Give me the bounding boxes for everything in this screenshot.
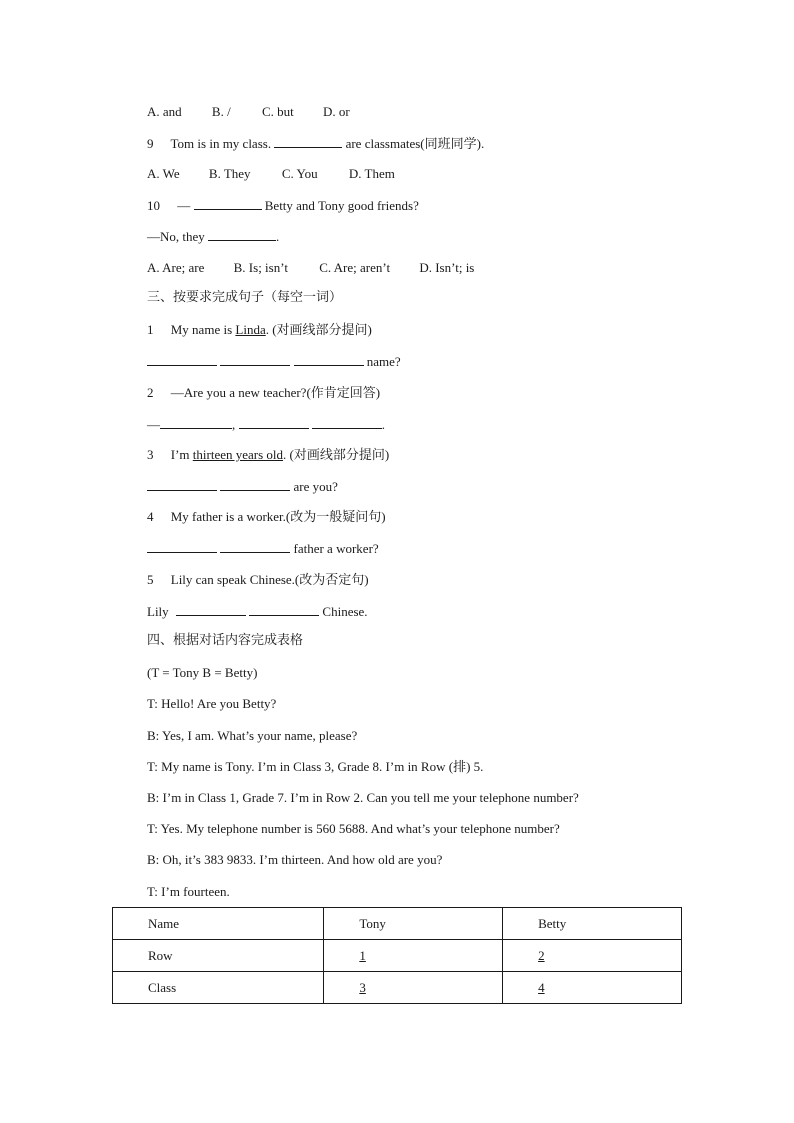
q10-reply-before: —No, they (147, 229, 205, 244)
s3-item-5-head: Lily (147, 604, 169, 619)
section4-title: 四、根据对话内容完成表格 (147, 633, 304, 648)
s3-item-4-text: My father is a worker.(改为一般疑问句) (170, 509, 386, 524)
table-cell: Name (113, 908, 324, 940)
s3-item-2-blank-1[interactable] (160, 416, 232, 429)
s3-item-2-answer (147, 416, 385, 433)
s3-item-3-after: . (对画线部分提问) (283, 447, 390, 462)
s3-item-3-answer (147, 478, 338, 495)
section4-note: (T = Tony B = Betty) (147, 665, 258, 680)
table-answer-cell[interactable] (324, 972, 503, 1004)
table-cell: Betty (503, 908, 682, 940)
table-answer-cell[interactable] (503, 972, 682, 1004)
s3-item-3-before: I’m (170, 447, 190, 462)
q10-reply-after: . (276, 229, 280, 244)
q9-option-c: C. You (281, 166, 318, 181)
s3-item-1-number: 1 (147, 322, 154, 337)
q9-question (147, 135, 484, 152)
table-row-header (113, 908, 682, 940)
q9-option-b: B. They (208, 166, 251, 181)
s3-item-1-underlined: Linda (235, 322, 266, 337)
q10-number: 10 (147, 198, 160, 213)
s3-item-5-tail: Chinese. (322, 604, 368, 619)
s3-item-4-number: 4 (147, 509, 154, 524)
dialogue-line: B: Yes, I am. What’s your name, please? (147, 728, 358, 743)
info-table (112, 907, 682, 1004)
table-row-class (113, 972, 682, 1004)
s3-item-3 (147, 447, 389, 463)
s3-item-5-text: Lily can speak Chinese.(改为否定句) (170, 572, 369, 587)
s3-item-1-tail: name? (366, 354, 401, 369)
s3-item-4-blank-2[interactable] (220, 540, 290, 553)
s3-item-2-text: —Are you a new teacher?(作肯定回答) (170, 385, 381, 400)
s3-item-5 (147, 572, 369, 588)
s3-item-5-number: 5 (147, 572, 154, 587)
dialogue-line: T: Yes. My telephone number is 560 5688. And what’s your telephone number? (147, 821, 560, 836)
s3-item-4 (147, 509, 386, 525)
s3-item-1-before: My name is (170, 322, 233, 337)
table-row-row (113, 940, 682, 972)
q9-option-d: D. Them (348, 166, 395, 181)
table-cell: Row (113, 940, 324, 972)
q10-option-c: C. Are; aren’t (319, 260, 391, 275)
s3-item-4-tail: father a worker? (293, 541, 379, 556)
s3-item-1-blank-1[interactable] (147, 353, 217, 366)
s3-item-2-dash: — (147, 417, 160, 432)
q10-question (147, 197, 419, 214)
s3-item-5-blank-2[interactable] (249, 603, 319, 616)
q9-blank[interactable] (274, 135, 342, 148)
q8-option-d: D. or (323, 104, 350, 119)
s3-item-3-tail: are you? (293, 479, 338, 494)
s3-item-1-answer (147, 353, 401, 370)
q10-blank-1[interactable] (194, 197, 262, 210)
q10-option-a: A. Are; are (147, 260, 205, 275)
q9-text-before: Tom is in my class. (170, 136, 272, 151)
q8-options (147, 104, 350, 120)
dialogue-line: T: Hello! Are you Betty? (147, 696, 277, 711)
s3-item-3-blank-1[interactable] (147, 478, 217, 491)
q10-option-b: B. Is; isn’t (233, 260, 288, 275)
q8-option-c: C. but (261, 104, 294, 119)
q10-blank-2[interactable] (208, 228, 276, 241)
q9-options (147, 166, 395, 182)
dialogue-line: T: My name is Tony. I’m in Class 3, Grade 8. I’m in Row (排) 5. (147, 759, 484, 774)
s3-item-2-blank-2[interactable] (239, 416, 309, 429)
q8-option-a: A. and (147, 104, 182, 119)
section3-title: 三、按要求完成句子（每空一词） (147, 290, 343, 305)
table-cell: Class (113, 972, 324, 1004)
q10-text-after: Betty and Tony good friends? (264, 198, 419, 213)
q10-dash: — (177, 198, 191, 213)
s3-item-2-number: 2 (147, 385, 154, 400)
dialogue-line: B: Oh, it’s 383 9833. I’m thirteen. And how old are you? (147, 852, 443, 867)
s3-item-2-comma: , (232, 417, 236, 432)
q9-number: 9 (147, 136, 154, 151)
s3-item-1-after: . (对画线部分提问) (265, 322, 372, 337)
s3-item-3-blank-2[interactable] (220, 478, 290, 491)
s3-item-2-period: . (381, 417, 385, 432)
q10-reply (147, 228, 279, 245)
dialogue-line: T: I’m fourteen. (147, 884, 230, 899)
s3-item-3-number: 3 (147, 447, 154, 462)
answer-number-3: 3 (359, 979, 366, 995)
answer-number-1: 1 (359, 947, 366, 963)
q9-option-a: A. We (147, 166, 180, 181)
s3-item-5-answer (147, 603, 368, 620)
answer-number-2: 2 (538, 947, 545, 963)
s3-item-3-underlined: thirteen years old (192, 447, 284, 462)
q9-text-after: are classmates(同班同学). (345, 136, 485, 151)
s3-item-1-blank-3[interactable] (294, 353, 364, 366)
table-answer-cell[interactable] (503, 940, 682, 972)
q8-option-b: B. / (211, 104, 231, 119)
s3-item-4-answer (147, 540, 379, 557)
s3-item-2-blank-3[interactable] (312, 416, 382, 429)
s3-item-1-blank-2[interactable] (220, 353, 290, 366)
q10-options (147, 260, 474, 276)
table-answer-cell[interactable] (324, 940, 503, 972)
s3-item-2 (147, 385, 380, 401)
dialogue-line: B: I’m in Class 1, Grade 7. I’m in Row 2. Can you tell me your telephone number? (147, 790, 579, 805)
s3-item-4-blank-1[interactable] (147, 540, 217, 553)
q10-option-d: D. Isn’t; is (419, 260, 475, 275)
s3-item-5-blank-1[interactable] (176, 603, 246, 616)
answer-number-4: 4 (538, 979, 545, 995)
s3-item-1 (147, 322, 372, 338)
table-cell: Tony (324, 908, 503, 940)
